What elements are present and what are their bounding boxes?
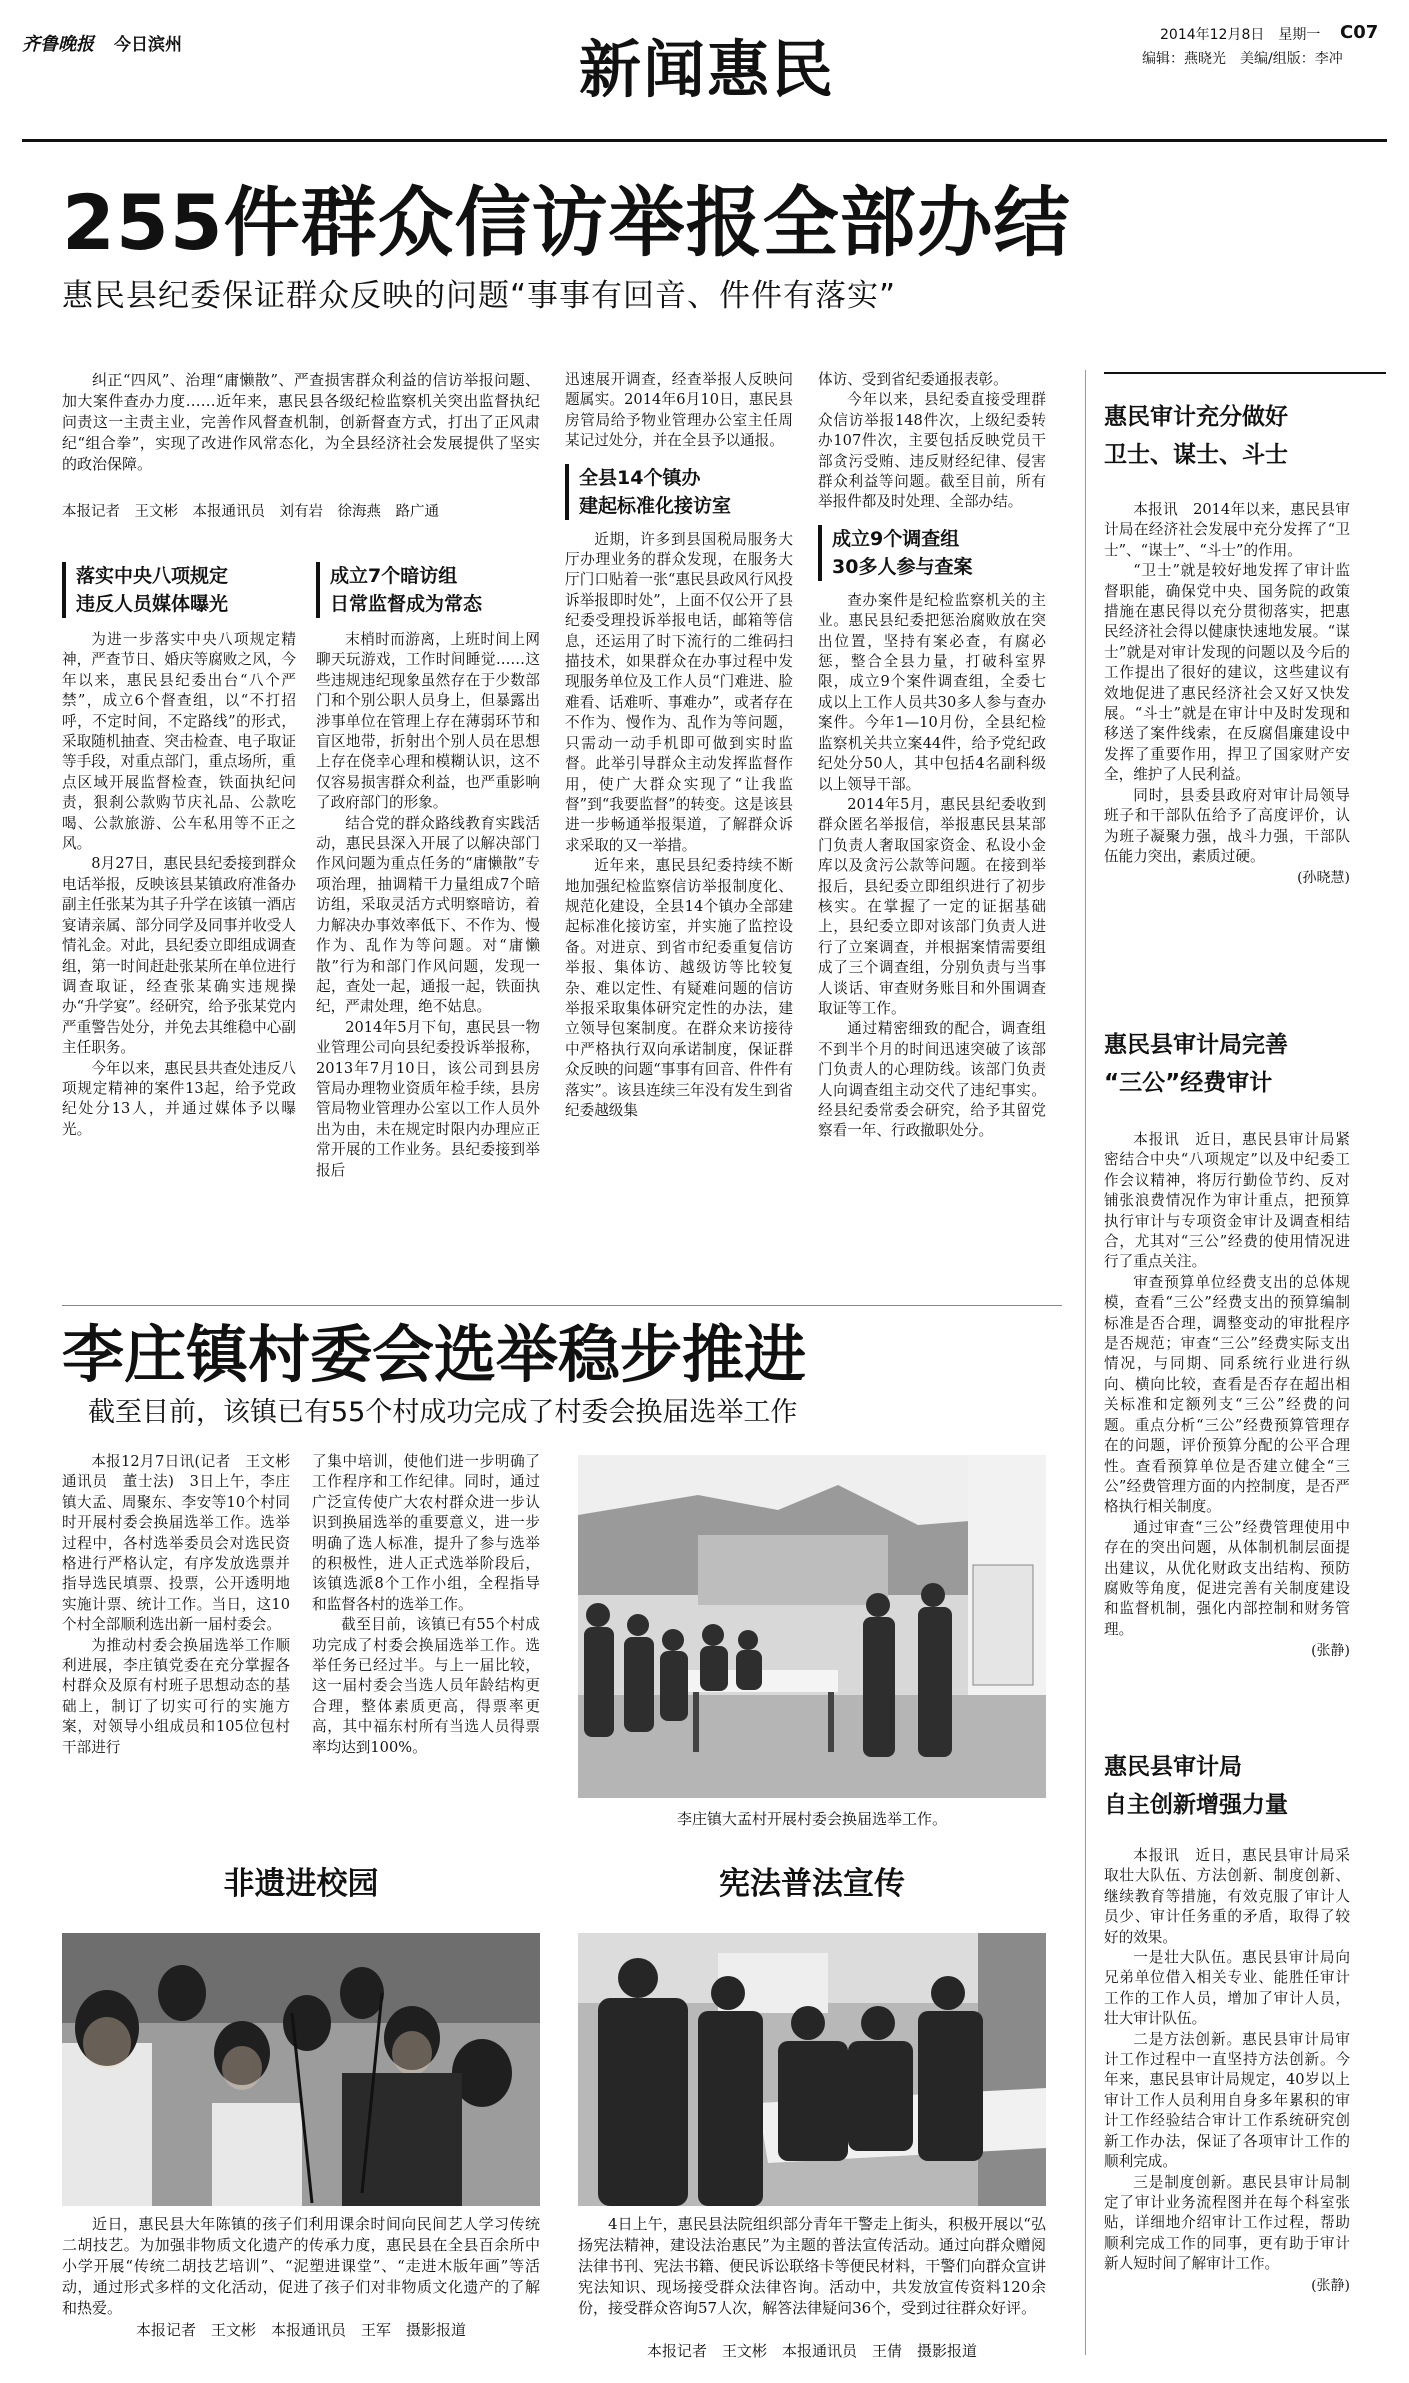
subhead: 成立9个调查组 30多人参与查案 xyxy=(818,525,1046,581)
photo-law-desk xyxy=(578,1933,1046,2206)
section-name: 今日滨州 xyxy=(114,35,182,55)
editor-credits: 编辑：燕晓光 美编/组版：李冲 xyxy=(1142,51,1343,67)
photo-right-caption: 4日上午，惠民县法院组织部分青年干警走上街头，积极开展以“弘扬宪法精神，建设法治惠民”为主题的普法宣传活动。通过向群众赠阅法律书刊、宪法书籍、便民诉讼联络卡等便民材料，干警们向群众宣讲宪法知识、现场接受群众法律咨询。活动中，共发放宣传资料120余份，接受群众咨询57人次，解答法律疑问36个，受到过往群众好评。 xyxy=(578,2215,1046,2317)
sidebar-sign: (张静) xyxy=(1311,2277,1350,2294)
sidebar-top-rule xyxy=(1104,372,1386,374)
masthead xyxy=(22,22,1387,140)
story2-column-2: 了集中培训，使他们进一步明确了工作程序和工作纪律。同时，通过广泛宣传使广大农村群众进一步认识到换届选举的重要意义，进一步明确了选人标准，提升了参与选举的积极性，进人正式选举阶段后，该镇选派8个工作小组，全程指导和监督各村的选举工作。 截至目前，该镇已有55个村成功完成了村委会换届选举工作。选举任务已经过半。与上一届比较，这一届村委会当选人员年龄结构更合理，整体素质更高，得票率更高，其中福东村所有当选人员得票率均达到100%。 xyxy=(312,1453,540,1756)
photo-erhu xyxy=(62,1933,540,2206)
subhead: 全县14个镇办 建起标准化接访室 xyxy=(565,464,793,520)
story2-subheadline: 截至目前，该镇已有55个村成功完成了村委会换届选举工作 xyxy=(88,1397,798,1428)
erhu-photo xyxy=(62,1933,540,2206)
photo-left-credit: 本报记者 王文彬 本报通讯员 王军 摄影报道 xyxy=(135,2321,466,2339)
sidebar-divider xyxy=(1085,370,1086,2355)
story1-headline: 255件群众信访举报全部办结 xyxy=(62,178,1071,267)
subhead: 落实中央八项规定 违反人员媒体曝光 xyxy=(62,562,296,618)
issue-date: 2014年12月8日 星期一 xyxy=(1160,27,1321,43)
story1-lead: 纠正“四风”、治理“庸懒散”、严查损害群众利益的信访举报问题、加大案件查办力度……近年来，惠民县各级纪检监察机关突出监督执纪问责这一主责主业，完善作风督查机制，创新督查方式，打出了正风肃纪“组合拳”，实现了改进作风常态化，为全县经济社会发展提供了坚实的政治保障。 xyxy=(62,371,540,473)
subhead: 成立7个暗访组 日常监督成为常态 xyxy=(316,562,540,618)
sidebar-headline: 惠民县审计局 自主创新增强力量 xyxy=(1104,1754,1288,1818)
story1-column-4: 体访、受到省纪委通报表彰。 今年以来，县纪委直接受理群众信访举报148件次，上级纪委转办107件次，主要包括反映党员干部贪污受贿、违反财经纪律、侵害群众利益等问题。截至目前，所有举报件都及时处理、全部办结。 成立9个调查组 30多人参与查案 查办案件是纪检监察机关的主业。惠民县纪委把惩治腐败放在突出位置，坚持有案必查，有腐必惩，整合全县力量，打破科室界限，成立9个案件调查组，全委七成以上工作人员共30多人参与查办案件。今年1—10月份，全县纪检监察机关共立案44件，给予党纪政纪处分50人，其中包括4名副科级以上领导干部。 2014年5月，惠民县纪委收到群众匿名举报信，举报惠民县某部门负责人奢取国家资金、私设小金库以及贪污公款等问题。在接到举报后，县纪委立即组织进行了初步核实。在掌握了一定的证据基础上，县纪委立即对该部门负责人进行了立案调查，并根据案情需要组成了三个调查组，分别负责与当事人谈话、审查财务账目和外围调查取证等工作。 通过精密细致的配合，调查组不到半个月的时间迅速突破了该部门负责人的心理防线。该部门负责人向调查组主动交代了违纪事实。经县纪委常委会研究，给予其留党察看一年、行政撤职处分。 xyxy=(818,371,1046,1140)
photo-left-caption: 近日，惠民县大年陈镇的孩子们利用课余时间向民间艺人学习传统二胡技艺。为加强非物质文化遗产的传承力度，惠民县在全县百余所中小学开展“传统二胡技艺培训”、“泥塑进课堂”、“走进木版年画”等活动，通过形式多样的文化活动，促进了孩子们对非物质文化遗产的了解和热爱。 xyxy=(62,2215,540,2317)
sidebar-headline: 惠民县审计局完善 “三公”经费审计 xyxy=(1104,1032,1288,1096)
story2-headline: 李庄镇村委会选举稳步推进 xyxy=(62,1318,807,1391)
sidebar-article-1: 惠民审计充分做好 卫士、谋士、斗士 本报讯 2014年以来，惠民县审计局在经济社会发展中充分发挥了“卫士”、“谋士”、“斗士”的作用。 “卫士”就是较好地发挥了审计监督职能，确保党中央、国务院的政策措施在惠民得以充分贯彻落实，把惠民经济社会得以健康快速地发展。“谋士”就是对审计发现的问题以及今后的工作提出了很好的建议，这些建议有效地促进了惠民经济社会又好又快发展。“斗士”就是在审计中及时发现和移送了案件线索，在反腐倡廉建设中发挥了重要作用，捍卫了国家财产安全，维护了人民利益。 同时，县委县政府对审计局领导班子和干部队伍给予了高度评价，认为班子凝聚力强，战斗力强，干部队伍能力突出，素质过硬。 (孙晓慧) xyxy=(1104,398,1350,887)
story1-column-1: 落实中央八项规定 违反人员媒体曝光 为进一步落实中央八项规定精神，严查节日、婚庆等腐败之风，今年以来，惠民县纪委出台“八个严禁”，成立6个督查组，以“不打招呼，不定时间，不定路线”的形式，采取随机抽查、突击检查、电子取证等手段，对重点部门，重点场所，重点区域开展监督检查，铁面执纪问责，狠刹公款购节庆礼品、公款吃喝、公款旅游、公车私用等不正之风。 8月27日，惠民县纪委接到群众电话举报，反映该县某镇政府准备办副主任张某为其子升学在该镇一酒店宴请亲属、部分同学及同事并收受人情礼金。对此，县纪委立即组成调查组，第一时间赶赴张某所在单位进行调查取证，经查张某确实违规操办“升学宴”。经研究，给予张某党内严重警告处分，并免去其维稳中心副主任职务。 今年以来，惠民县共查处违反八项规定精神的案件13起，给予党政纪处分13人，并通过媒体予以曝光。 xyxy=(62,562,296,1140)
page-number: C07 xyxy=(1340,22,1379,43)
sidebar-sign: (孙晓慧) xyxy=(1297,870,1350,887)
law-photo xyxy=(578,1933,1046,2206)
photo-left-headline: 非遗进校园 xyxy=(223,1866,379,1902)
sidebar-article-3: 惠民县审计局 自主创新增强力量 本报讯 近日，惠民县审计局采取壮大队伍、方法创新、制度创新、继续教育等措施，有效克服了审计人员少、审计任务重的矛盾，取得了较好的效果。 一是壮大队伍。惠民县审计局向兄弟单位借入相关专业、能胜任审计工作的工作人员，增加了审计人员，壮大审计队伍。 二是方法创新。惠民县审计局审计工作过程中一直坚持方法创新。今年来，惠民县审计局规定，40岁以上审计工作人员利用自身多年累积的审计工作经验结合审计工作系统研究创新工作办法，保证了各项审计工作的顺利完成。 三是制度创新。惠民县审计局制定了审计业务流程图并在每个科室张贴，详细地介绍审计工作过程，帮助顺利完成工作的同事，更有助于审计新人短时间了解审计工作。 (张静) xyxy=(1104,1748,1350,2295)
photo-right-credit: 本报记者 王文彬 本报通讯员 王倩 摄影报道 xyxy=(646,2342,977,2360)
photo-right-headline: 宪法普法宣传 xyxy=(719,1866,905,1902)
photo-election xyxy=(578,1455,1046,1798)
story1-subheadline: 惠民县纪委保证群众反映的问题“事事有回音、件件有落实” xyxy=(62,278,897,314)
election-photo xyxy=(578,1455,1046,1798)
page-title: 新闻惠民 xyxy=(578,33,835,106)
story2-top-rule xyxy=(62,1305,1062,1306)
sidebar-sign: (张静) xyxy=(1311,1643,1350,1660)
header-rule xyxy=(22,139,1387,142)
story1-column-3: 迅速展开调查，经查举报人反映问题属实。2014年6月10日，惠民县房管局给予物业管理办公室主任周某记过处分，并在全县予以通报。 全县14个镇办 建起标准化接访室 近期，许多到县国税局服务大厅办理业务的群众发现，在服务大厅门口贴着一张“惠民县政风行风投诉举报即时处”，上面不仅公开了县纪委受理投诉举报电话，邮箱等信息，还运用了时下流行的二维码扫描技术，如果群众在办事过程中发现服务单位及工作人员“门难进、脸难看、话难听、事难办”，或者存在不作为、慢作为、乱作为等问题，只需动一动手机即可做到实时监督。此举引导群众主动发挥监督作用，使广大群众实现了“让我监督”到“我要监督”的转变。这是该县进一步畅通举报渠道，了解群众诉求采取的又一举措。 近年来，惠民县纪委持续不断地加强纪检监察信访举报制度化、规范化建设，全县14个镇办全部建起标准化接访室，并实施了监控设备。对进京、到省市纪委重复信访举报、集体访、越级访等比较复杂、难以定性、有疑难问题的信访举报采取集体研究定性的办法，建立领导包案制度。在群众来访接待中严格执行双向承诺制度，保证群众反映的问题“事事有回音、件件有落实”。该县连续三年没有发生到省纪委越级集 xyxy=(565,371,793,1119)
story2-column-1: 本报12月7日讯(记者 王文彬 通讯员 董士法) 3日上午，李庄镇大孟、周聚东、李安等10个村同时开展村委会换届选举工作。选举过程中，各村选举委员会对选民资格进行严格认定，有序发放选票并指导选民填票、投票，公开透明地实施计票、统计工作。当日，这10个村全部顺利选出新一届村委会。 为推动村委会换届选举工作顺利进展，李庄镇党委在充分掌握各村群众及原有村班子思想动态的基础上，制订了切实可行的实施方案，对领导小组成员和105位包村干部进行 xyxy=(62,1453,305,1756)
story1-column-2: 成立7个暗访组 日常监督成为常态 末梢时而游离，上班时间上网聊天玩游戏，工作时间睡觉……这些违规违纪现象虽然存在于少数部门和个别公职人员身上，但暴露出涉事单位在管理上存在薄弱环节和盲区地带，折射出个别人员在思想上存在侥幸心理和模糊认识，这不仅容易损害群众利益，也严重影响了政府部门的形象。 结合党的群众路线教育实践活动，惠民县深入开展了以解决部门作风问题为重点任务的“庸懒散”专项治理，抽调精干力量组成7个暗访组，采取灵活方式明察暗访，着力解决办事效率低下、不作为、慢作为、乱作为等问题。对“庸懒散”行为和部门作风问题，发现一起，查处一起，通报一起，铁面执纪，严肃处理，绝不姑息。 2014年5月下旬，惠民县一物业管理公司向县纪委投诉举报称，2013年7月10日，该公司到县房管局办理物业资质年检手续，县房管局物业管理办公室以工作人员外出为由，未在规定时限内办理应正常开展的工作业务。县纪委接到举报后 xyxy=(316,562,540,1181)
sidebar-article-2: 惠民县审计局完善 “三公”经费审计 本报讯 近日，惠民县审计局紧密结合中央“八项规定”以及中纪委工作会议精神，将厉行勤俭节约、反对铺张浪费情况作为审计重点，把预算执行审计与专项资金审计及调查相结合，尤其对“三公”经费的使用情况进行了重点关注。 审查预算单位经费支出的总体规模，查看“三公”经费支出的预算编制标准是否合理，调整变动的审批程序是否规范；审查“三公”经费实际支出情况，与同期、同系统行业进行纵向、横向比较，查看是否存在超出相关标准和定额列支“三公”经费的问题。重点分析“三公”经费预算管理存在的问题，评价预算分配的公平合理性。查看预算单位是否建立健全“三公”经费管理方面的内控制度，是否严格执行相关制度。 通过审查“三公”经费管理使用中存在的突出问题，从体制机制层面提出建议，从优化财政支出结构、预防腐败等角度，促进完善有关制度建设和监督机制，强化内部控制和财务管理。 (张静) xyxy=(1104,1026,1350,1660)
story1-byline: 本报记者 王文彬 本报通讯员 刘有岩 徐海燕 路广通 xyxy=(62,504,439,520)
sidebar-headline: 惠民审计充分做好 卫士、谋士、斗士 xyxy=(1104,404,1288,468)
paper-name: 齐鲁晚报 xyxy=(22,34,94,55)
election-photo-caption: 李庄镇大孟村开展村委会换届选举工作。 xyxy=(676,1810,947,1828)
